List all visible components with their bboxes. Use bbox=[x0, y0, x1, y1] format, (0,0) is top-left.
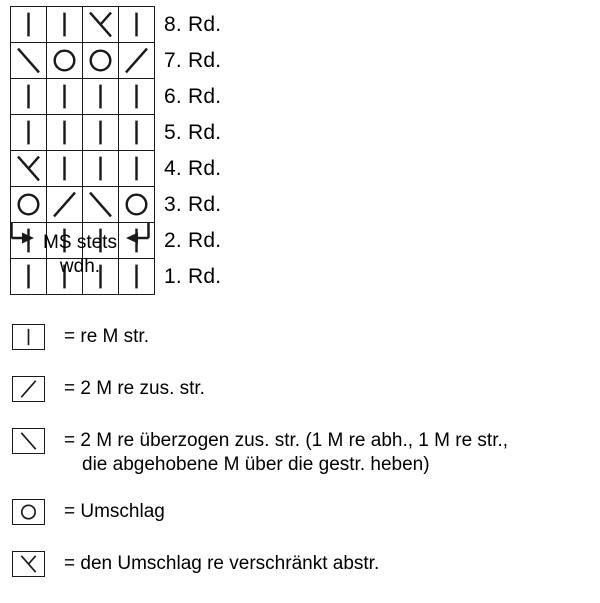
knit-stitch-icon bbox=[11, 115, 46, 150]
twisted-yarn-over-icon bbox=[83, 7, 118, 42]
twisted-yarn-over-icon bbox=[12, 551, 45, 577]
chart-cell bbox=[11, 187, 47, 223]
legend-text bbox=[64, 428, 598, 477]
legend-row bbox=[12, 499, 598, 529]
yarn-over-icon bbox=[119, 187, 154, 222]
chart-row-label: 1. Rd. bbox=[164, 265, 222, 288]
yarn-over-icon bbox=[12, 499, 45, 525]
knit-stitch-icon bbox=[47, 151, 82, 186]
legend-row bbox=[12, 428, 598, 477]
legend-row bbox=[12, 551, 598, 581]
chart-row-label: 8. Rd. bbox=[164, 13, 222, 36]
knit-stitch-icon bbox=[119, 79, 154, 114]
knit-stitch-icon bbox=[119, 151, 154, 186]
chart-row-label: 3. Rd. bbox=[164, 193, 222, 216]
knit-stitch-icon bbox=[47, 79, 82, 114]
ssk-left-slant-icon bbox=[12, 428, 45, 454]
chart-cell bbox=[119, 187, 155, 223]
chart-row bbox=[11, 115, 222, 151]
yarn-over-icon bbox=[47, 43, 82, 78]
k2tog-right-slant-icon bbox=[47, 187, 82, 222]
chart-cell bbox=[119, 79, 155, 115]
chart-cell bbox=[47, 79, 83, 115]
legend-row bbox=[12, 324, 598, 354]
chart-cell bbox=[11, 151, 47, 187]
ssk-left-slant-icon bbox=[11, 43, 46, 78]
knit-stitch-icon bbox=[119, 7, 154, 42]
legend-text bbox=[64, 324, 598, 349]
legend-text-line1: = den Umschlag re verschränkt abstr. bbox=[64, 553, 380, 574]
knit-stitch-icon bbox=[83, 151, 118, 186]
legend-text bbox=[64, 499, 598, 524]
legend-text-line1: = Umschlag bbox=[64, 501, 165, 522]
knit-stitch-icon bbox=[83, 115, 118, 150]
legend-text-line1: = 2 M re zus. str. bbox=[64, 378, 205, 399]
chart-cell bbox=[47, 43, 83, 79]
legend-text-line2: die abgehobene M über die gestr. heben) bbox=[82, 454, 430, 475]
knit-stitch-icon bbox=[83, 79, 118, 114]
chart-cell bbox=[83, 115, 119, 151]
chart-row bbox=[11, 79, 222, 115]
chart-row bbox=[11, 7, 222, 43]
chart-cell bbox=[47, 115, 83, 151]
chart-cell bbox=[47, 187, 83, 223]
chart-cell bbox=[119, 7, 155, 43]
knit-stitch-icon bbox=[11, 7, 46, 42]
yarn-over-icon bbox=[11, 187, 46, 222]
chart-cell bbox=[119, 151, 155, 187]
chart-cell bbox=[11, 115, 47, 151]
legend-text bbox=[64, 551, 598, 576]
chart-cell bbox=[83, 187, 119, 223]
knit-stitch-icon bbox=[47, 7, 82, 42]
legend-row bbox=[12, 376, 598, 406]
chart-row bbox=[11, 43, 222, 79]
chart-cell bbox=[11, 43, 47, 79]
knit-stitch-icon bbox=[11, 79, 46, 114]
chart-cell bbox=[11, 79, 47, 115]
legend bbox=[12, 324, 598, 603]
chart-row bbox=[11, 151, 222, 187]
legend-text-line1: = 2 M re überzogen zus. str. (1 M re abh., 1 M re str., bbox=[64, 430, 509, 451]
chart-cell bbox=[119, 43, 155, 79]
legend-text-line1: = re M str. bbox=[64, 326, 149, 347]
yarn-over-icon bbox=[83, 43, 118, 78]
repeat-label-line1: MS stets bbox=[43, 232, 117, 253]
chart-row-label: 2. Rd. bbox=[164, 229, 222, 252]
chart-cell bbox=[47, 151, 83, 187]
legend-text bbox=[64, 376, 598, 401]
repeat-label-line2: wdh. bbox=[59, 256, 101, 277]
chart-cell bbox=[119, 115, 155, 151]
chart-row-label: 7. Rd. bbox=[164, 49, 222, 72]
knit-stitch-icon bbox=[47, 115, 82, 150]
repeat-label bbox=[10, 231, 150, 279]
chart-cell bbox=[47, 7, 83, 43]
chart-cell bbox=[83, 79, 119, 115]
chart-row bbox=[11, 187, 222, 223]
twisted-yarn-over-icon bbox=[11, 151, 46, 186]
chart-cell bbox=[11, 7, 47, 43]
knit-stitch-icon bbox=[119, 115, 154, 150]
knit-stitch-icon bbox=[12, 324, 45, 350]
k2tog-right-slant-icon bbox=[12, 376, 45, 402]
k2tog-right-slant-icon bbox=[119, 43, 154, 78]
chart-row-label: 4. Rd. bbox=[164, 157, 222, 180]
ssk-left-slant-icon bbox=[83, 187, 118, 222]
chart-row-label: 5. Rd. bbox=[164, 121, 222, 144]
chart-cell bbox=[83, 7, 119, 43]
chart-cell bbox=[83, 151, 119, 187]
chart-cell bbox=[83, 43, 119, 79]
chart-row-label: 6. Rd. bbox=[164, 85, 222, 108]
